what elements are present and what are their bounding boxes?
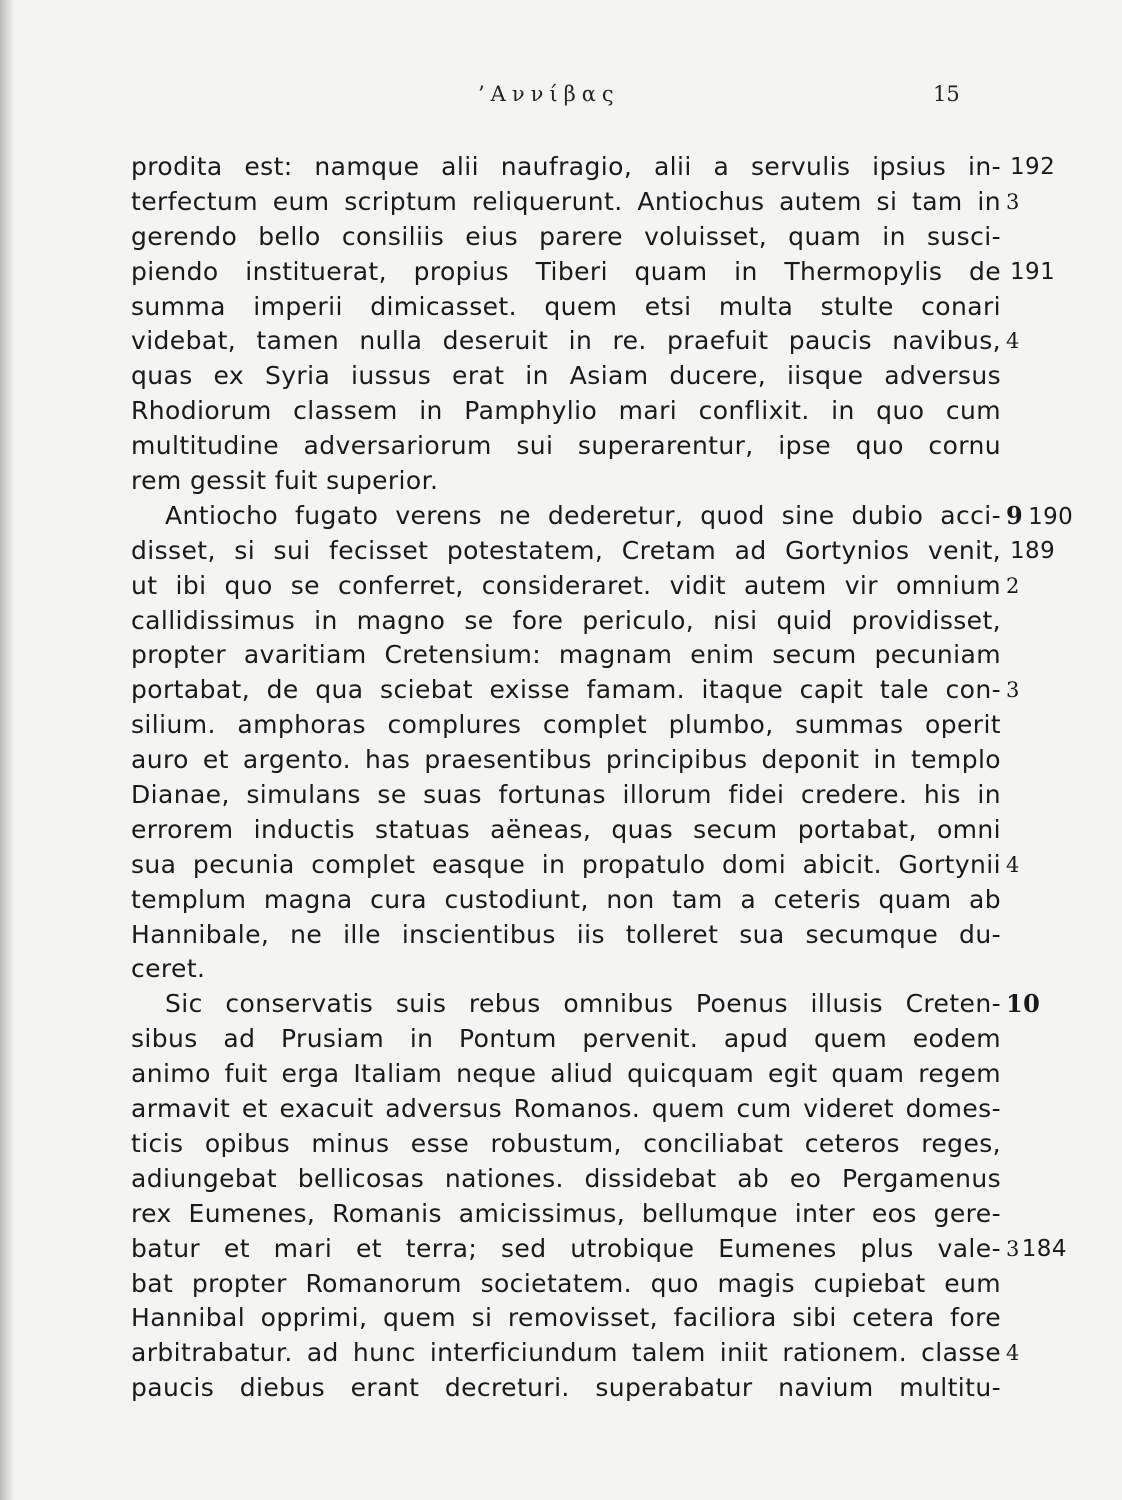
text-line (131, 1162, 1001, 1197)
margin-reference (1006, 150, 1055, 185)
text-line (131, 708, 1001, 743)
margin-reference (1006, 499, 1073, 535)
line-text: adiungebat bellicosas nationes. dissidebat ab eo Pergamenus (131, 1163, 1001, 1193)
year-reference: 184 (1021, 1235, 1067, 1262)
text-line (131, 255, 1056, 290)
text-line (131, 1127, 1001, 1162)
margin-reference (1006, 324, 1020, 359)
line-text: Antiocho fugato verens ne dederetur, quod sine dubio acci- (165, 500, 1001, 530)
section-number: 4 (1006, 329, 1020, 354)
text-line (131, 604, 1001, 639)
line-text: batur et mari et terra; sed utrobique Eumenes plus vale- (131, 1233, 1001, 1263)
text-line (131, 1232, 1067, 1267)
text-line (131, 1371, 1001, 1406)
line-text: paucis diebus erant decreturi. superabatur navium multitu- (131, 1373, 1001, 1403)
running-title: ’Aννίβας (478, 82, 620, 106)
margin-reference (1006, 534, 1055, 569)
line-text: sua pecunia complet easque in propatulo domi abicit. Gortynii (131, 849, 1001, 879)
section-number: 4 (1006, 1341, 1020, 1366)
text-line (131, 394, 1001, 429)
margin-reference (1006, 1232, 1067, 1267)
text-line (131, 1197, 1001, 1232)
chapter-number: 10 (1006, 989, 1041, 1019)
year-reference: 190 (1028, 503, 1074, 530)
text-line (131, 848, 1020, 883)
text-line (131, 185, 1020, 220)
text-line (131, 569, 1020, 604)
text-line (131, 883, 1001, 918)
text-line (131, 324, 1020, 359)
text-line (131, 778, 1001, 813)
text-line (131, 1336, 1020, 1371)
line-text: ceret. (131, 954, 206, 984)
margin-reference (1006, 987, 1043, 1023)
section-number: 3 (1006, 189, 1020, 214)
text-line (131, 743, 1001, 778)
line-text: errorem inductis statuas aëneas, quas secum portabat, omni (131, 814, 1001, 844)
running-head (0, 82, 1122, 112)
text-line (131, 220, 1001, 255)
line-text: quas ex Syria iussus erat in Asiam ducere, iisque adversus (131, 361, 1001, 391)
line-text: disset, si sui fecisset potestatem, Cretam ad Gortynios venit, (131, 535, 1001, 565)
text-line (131, 673, 1020, 708)
section-number: 3 (1006, 678, 1020, 703)
text-line (131, 359, 1001, 394)
body-text (131, 150, 1074, 1406)
page-number: 15 (933, 82, 960, 106)
line-text: auro et argento. has praesentibus principibus deponit in templo (131, 745, 1001, 775)
page-spine-shadow (0, 0, 14, 1500)
line-text: portabat, de qua sciebat exisse famam. itaque capit tale con- (131, 675, 1001, 705)
year-reference: 192 (1010, 154, 1056, 180)
line-text: Hannibale, ne ille inscientibus iis tolleret sua secumque du- (131, 919, 1001, 949)
text-line (131, 150, 1056, 185)
text-line (131, 813, 1001, 848)
line-text: Dianae, simulans se suas fortunas illorum fidei credere. his in (131, 780, 1001, 810)
line-text: rex Eumenes, Romanis amicissimus, bellumque inter eos gere- (131, 1198, 1001, 1228)
line-text: summa imperii dimicasset. quem etsi multa stulte conari (131, 291, 1001, 321)
line-text: animo fuit erga Italiam neque aliud quicquam egit quam regem (131, 1059, 1001, 1089)
text-line (131, 499, 1074, 534)
text-line (131, 952, 1001, 987)
line-text: templum magna cura custodiunt, non tam a ceteris quam ab (131, 884, 1001, 914)
year-reference: 191 (1010, 258, 1056, 285)
margin-reference (1006, 1336, 1020, 1371)
line-text: arbitrabatur. ad hunc interficiundum talem iniit rationem. classe (131, 1338, 1001, 1368)
line-text: Sic conservatis suis rebus omnibus Poenus illusis Creten- (165, 989, 1001, 1019)
line-text: armavit et exacuit adversus Romanos. quem cum videret domes- (131, 1094, 1001, 1124)
line-text: propter avaritiam Cretensium: magnam enim secum pecuniam (131, 640, 1001, 670)
line-text: Rhodiorum classem in Pamphylio mari conflixit. in quo cum (131, 396, 1001, 426)
line-text: sibus ad Prusiam in Pontum pervenit. apud quem eodem (131, 1024, 1001, 1054)
line-text: videbat, tamen nulla deseruit in re. praefuit paucis navibus, (131, 326, 1001, 356)
text-line (131, 534, 1056, 569)
margin-reference (1006, 185, 1020, 220)
text-line (131, 1267, 1001, 1302)
text-line (131, 638, 1001, 673)
line-text: multitudine adversariorum sui superarentur, ipse quo cornu (131, 431, 1001, 461)
margin-reference (1006, 255, 1055, 290)
margin-reference (1006, 848, 1020, 883)
text-line (131, 918, 1001, 953)
text-line (131, 290, 1001, 325)
line-text: prodita est: namque alii naufragio, alii a servulis ipsius in- (131, 152, 1001, 181)
text-line (131, 987, 1041, 1022)
text-line (131, 429, 1001, 464)
margin-reference (1006, 673, 1020, 708)
section-number: 3 (1006, 1236, 1020, 1261)
text-line (131, 1301, 1001, 1336)
text-line (131, 1057, 1001, 1092)
line-text: terfectum eum scriptum reliquerunt. Antiochus autem si tam in (131, 186, 1001, 216)
line-text: piendo instituerat, propius Tiberi quam in Thermopylis de (131, 256, 1001, 286)
line-text: gerendo bello consiliis eius parere voluisset, quam in susci- (131, 221, 1001, 251)
line-text: silium. amphoras complures complet plumbo, summas operit (131, 710, 1001, 740)
line-text: Hannibal opprimi, quem si removisset, faciliora sibi cetera fore (131, 1303, 1001, 1333)
line-text: ut ibi quo se conferret, consideraret. vidit autem vir omnium (131, 570, 1001, 600)
line-text: rem gessit fuit superior. (131, 466, 439, 496)
line-text: callidissimus in magno se fore periculo, nisi quid providisset, (131, 605, 1001, 635)
chapter-number: 9 (1006, 500, 1024, 530)
text-line (131, 1092, 1001, 1127)
line-text: bat propter Romanorum societatem. quo magis cupiebat eum (131, 1268, 1001, 1298)
margin-reference (1006, 569, 1020, 604)
text-line (131, 1022, 1001, 1057)
line-text: ticis opibus minus esse robustum, conciliabat ceteros reges, (131, 1128, 1001, 1158)
section-number: 4 (1006, 852, 1020, 877)
year-reference: 189 (1010, 537, 1056, 564)
text-line (131, 464, 1001, 499)
section-number: 2 (1006, 573, 1020, 598)
